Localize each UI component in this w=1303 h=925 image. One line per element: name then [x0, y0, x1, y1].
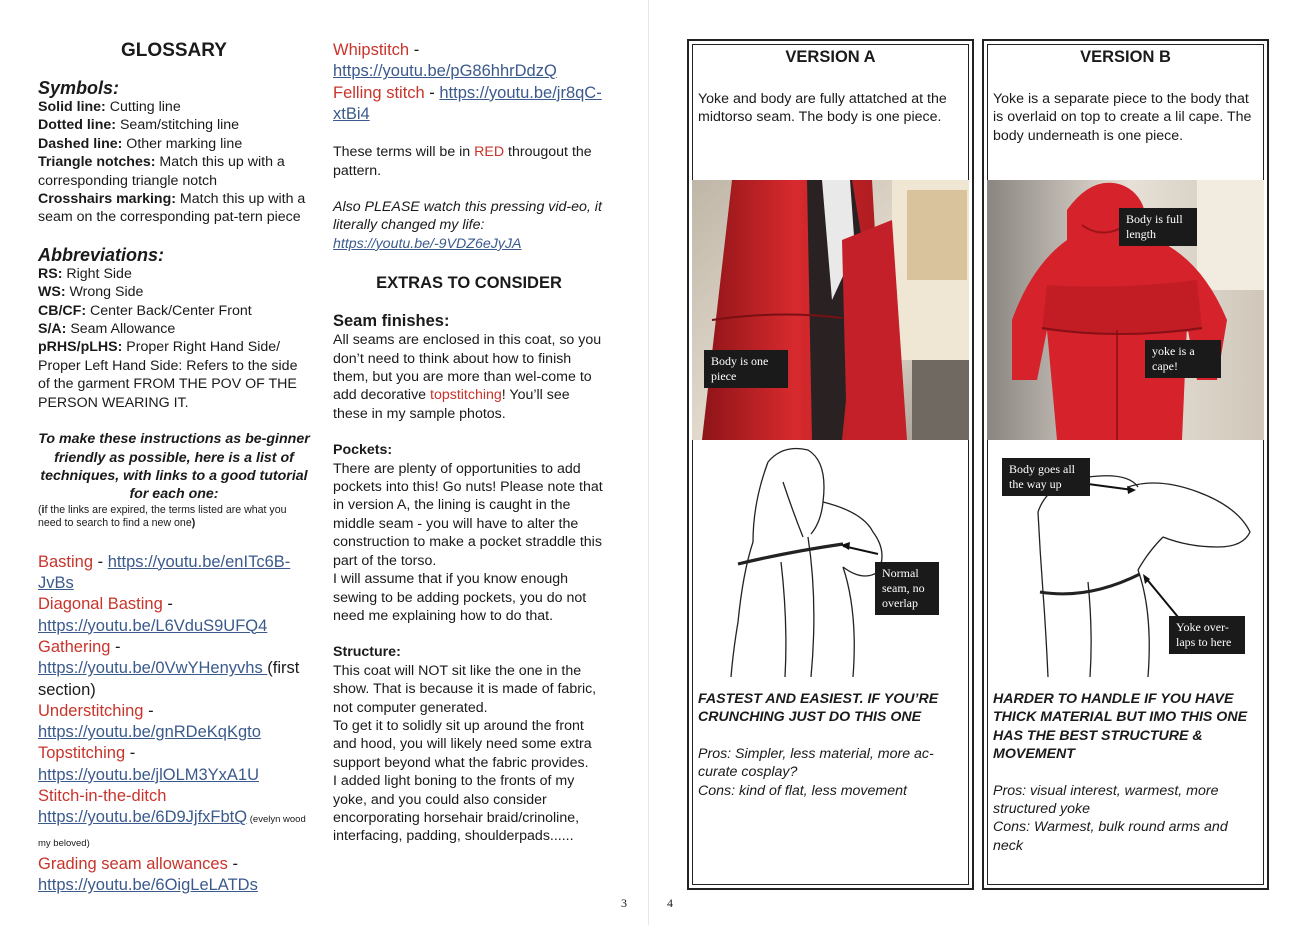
technique-item: Understitching - https://youtu.be/gnRDeKqKgto — [38, 701, 261, 742]
yoke-cape-callout: yoke is a cape! — [1145, 340, 1221, 378]
pockets-text: There are plenty of opportunities to add pockets into this! Go nuts! Please note that in version A, the lining is caught in the middle seam - you will have to alter the construction to make a pocket straddle this part of the torso. — [333, 460, 603, 569]
abbrev-def: WS: Wrong Side — [38, 284, 144, 301]
tutorial-link[interactable]: https://youtu.be/gnRDeKqKgto — [38, 723, 261, 742]
version-a-pros: Pros: Simpler, less material, more ac-curate cosplay? — [698, 745, 934, 781]
structure-heading: Structure: — [333, 644, 401, 661]
symbol-def: Triangle notches: Match this up with a corresponding triangle notch — [38, 154, 285, 189]
tutorial-link[interactable]: https://youtu.be/jr8qC-xtBi4 — [333, 83, 602, 123]
structure-text: This coat will NOT sit like the one in the show. That is because it is made of fabric, not computer generated. — [333, 662, 597, 716]
version-b-box — [982, 39, 1269, 890]
tutorial-link[interactable]: https://youtu.be/enITc6B-JvBs — [38, 552, 291, 593]
abbrev-def: S/A: Seam Allowance — [38, 321, 176, 338]
version-a-cons: Cons: kind of flat, less movement — [698, 782, 907, 799]
yoke-overlap-callout: Yoke over- laps to here — [1169, 616, 1245, 654]
abbrev-def: RS: Right Side — [38, 265, 132, 282]
symbol-def: Dashed line: Other marking line — [38, 135, 243, 152]
normal-seam-callout: Normal seam, no overlap — [875, 562, 939, 615]
version-b-pros: Pros: visual interest, warmest, more structured yoke — [993, 782, 1219, 818]
extras-column — [333, 40, 605, 846]
technique-item: Topstitching - https://youtu.be/jlOLM3YxA1U — [38, 744, 260, 784]
technique-item: Stitch-in-the-ditch https://youtu.be/6D9JjfxFbtQ (evelyn wood my beloved) — [38, 786, 306, 849]
tutorial-link[interactable]: https://youtu.be/pG86hhrDdzQ — [333, 62, 557, 81]
page-number: 4 — [667, 896, 673, 910]
seam-finishes-heading: Seam finishes: — [333, 312, 450, 331]
body-one-piece-callout: Body is one piece — [704, 350, 788, 388]
abbrev-def: pRHS/pLHS: Proper Right Hand Side/ Proper Left Hand Side: Refers to the side of the garment FROM THE POV OF THE PERSON WEARING IT. — [38, 339, 298, 411]
symbols-heading: Symbols: — [38, 78, 120, 98]
technique-item: Grading seam allowances - https://youtu.be/6OigLeLATDs — [38, 854, 258, 895]
version-a-summary: FASTEST AND EASIEST. IF YOU’RE CRUNCHING JUST DO THIS ONE Pros: Simpler, less material, more ac-curate cosplay? Cons: kind of flat, less movement — [698, 690, 964, 800]
version-a-title: VERSION A — [785, 48, 876, 66]
pressing-video-link[interactable]: https://youtu.be/-9VDZ6eJyJA — [333, 235, 522, 252]
tutorial-link[interactable]: https://youtu.be/6OigLeLATDs — [38, 876, 258, 895]
structure-text-2: To get it to solidly sit up around the front and hood, you will likely need some extra support beyond what the fabric provides. — [333, 717, 592, 771]
abbreviations-list — [38, 265, 310, 412]
structure-text-3: I added light boning to the fronts of my yoke, and you could also consider encorporating horsehair braid/crinoline, interfacing, padding, shoulderpads...... — [333, 773, 580, 845]
seam-finishes-text: All seams are enclosed in this coat, so you don’t need to think about how to finish them, but you are more than wel-come to add decorative topstitching! You’ll see these in my sample photos. — [333, 332, 602, 422]
body-goes-up-callout: Body goes all the way up — [1002, 458, 1090, 496]
abbrev-def: CB/CF: Center Back/Center Front — [38, 302, 252, 319]
extras-title: EXTRAS TO CONSIDER — [376, 274, 562, 293]
version-b-photo — [987, 180, 1264, 440]
symbol-def: Dotted line: Seam/stitching line — [38, 117, 240, 134]
page-3 — [0, 0, 649, 925]
red-coat-front-photo — [692, 180, 969, 440]
technique-item: Basting - https://youtu.be/enITc6B-JvBs — [38, 552, 291, 593]
pressing-note: Also PLEASE watch this pressing vid-eo, it literally changed my life: https://youtu.be/-9VDZ6eJyJA — [333, 199, 602, 252]
version-b-summary: HARDER TO HANDLE IF YOU HAVE THICK MATERIAL BUT IMO THIS ONE HAS THE BEST STRUCTURE & MOVEMENT Pros: visual interest, warmest, more structured yoke Cons: Warmest, bulk round arms and neck — [993, 690, 1259, 855]
tutorial-link[interactable]: https://youtu.be/L6VduS9UFQ4 — [38, 616, 268, 635]
technique-item: Gathering - https://youtu.be/0VwYHenyvhs (first section) — [38, 637, 300, 699]
version-b-cons: Cons: Warmest, bulk round arms and neck — [993, 819, 1228, 854]
technique-links — [38, 552, 310, 897]
version-a-box — [687, 39, 974, 890]
technique-item: Whipstitch - https://youtu.be/pG86hhrDdzQ — [333, 41, 557, 81]
version-a-description: Yoke and body are fully attatched at the midtorso seam. The body is one piece. — [698, 91, 947, 126]
technique-item: Diagonal Basting - https://youtu.be/L6VduS9UFQ4 — [38, 595, 268, 635]
abbreviations-heading: Abbreviations: — [38, 244, 165, 265]
technique-links-cont — [333, 40, 605, 125]
version-b-illustration — [988, 442, 1263, 682]
tutorial-link[interactable]: https://youtu.be/jlOLM3YxA1U — [38, 765, 260, 784]
version-a-photo — [692, 180, 969, 440]
version-b-description: Yoke is a separate piece to the body that is overlaid on top to create a lil cape. The body underneath is one piece. — [993, 91, 1252, 144]
body-full-length-callout: Body is full length — [1119, 208, 1197, 246]
glossary-column — [38, 40, 310, 896]
glossary-title: GLOSSARY — [121, 40, 227, 61]
symbol-def: Crosshairs marking: Match this up with a seam on the corresponding pat-tern piece — [38, 191, 306, 226]
expired-links-note: (if the links are expired, the terms listed are what you need to search to find a new one) — [38, 503, 287, 529]
page-number: 3 — [621, 896, 627, 910]
symbols-list — [38, 98, 310, 227]
version-a-illustration — [693, 442, 968, 682]
terms-note: These terms will be in RED througout the pattern. — [333, 144, 592, 179]
tutorial-link[interactable]: https://youtu.be/6D9JjfxFbtQ — [38, 808, 248, 827]
beginner-note: To make these instructions as be-ginner friendly as possible, here is a list of techniques, with links to a good tutorial for each one: — [38, 431, 310, 503]
version-b-title: VERSION B — [1080, 48, 1171, 66]
symbol-def: Solid line: Cutting line — [38, 99, 181, 115]
technique-item: Felling stitch - https://youtu.be/jr8qC-xtBi4 — [333, 83, 602, 123]
tutorial-link[interactable]: https://youtu.be/0VwYHenyvhs — [38, 659, 268, 678]
pockets-text-2: I will assume that if you know enough sewing to be adding pockets, you do not need me explaining how to do that. — [333, 571, 587, 624]
pockets-heading: Pockets: — [333, 442, 393, 459]
